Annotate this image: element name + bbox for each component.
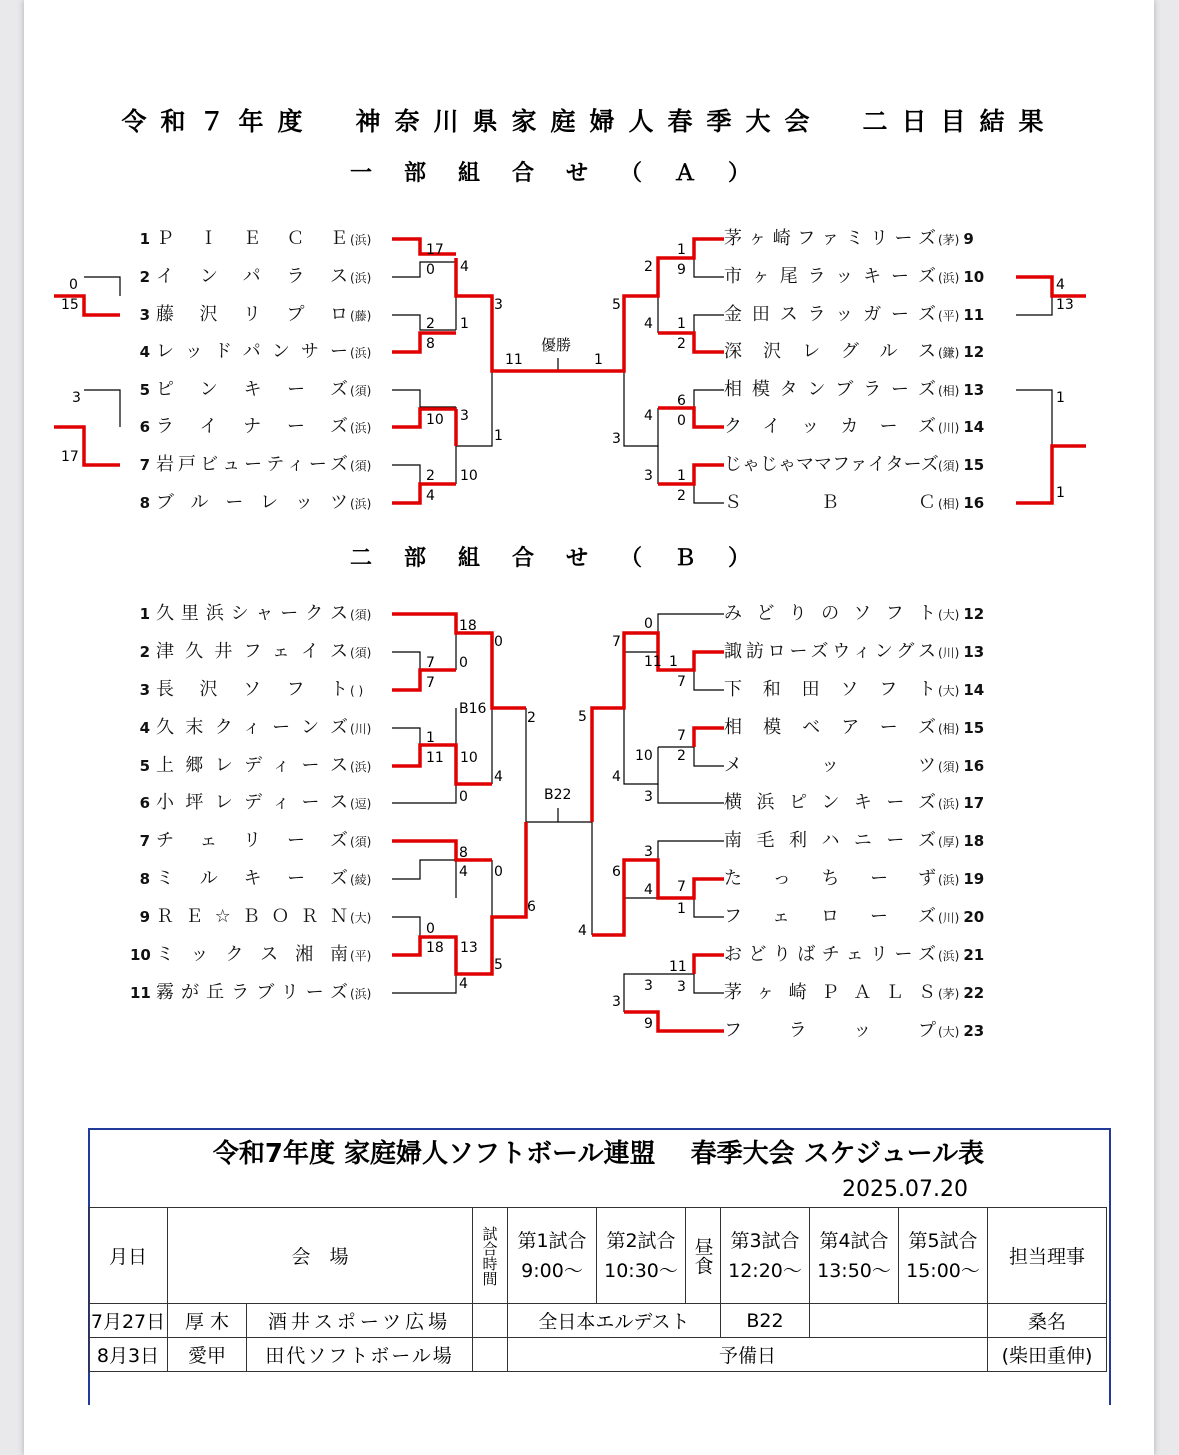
- header-lunch: 昼食: [686, 1208, 721, 1304]
- score-b-15: 13: [460, 940, 478, 956]
- team-a-l-4: [130, 341, 371, 363]
- team-number: 14: [963, 681, 985, 699]
- team-a-l-1: [130, 228, 371, 250]
- team-a-l-6: [130, 416, 371, 438]
- team-prefecture: (須): [350, 608, 372, 622]
- score-b-35: 1: [677, 901, 686, 917]
- score-a-3: 0: [426, 262, 435, 278]
- team-number: 8: [139, 494, 150, 512]
- team-b-r-18: [724, 830, 984, 852]
- team-number: 6: [139, 794, 150, 812]
- team-name: 下和田ソフト: [724, 679, 936, 700]
- team-b-r-22: [724, 982, 984, 1004]
- team-name: 久里浜シャークス: [156, 603, 348, 624]
- team-number: 9: [139, 908, 150, 926]
- team-prefecture: (相): [938, 384, 960, 398]
- team-name: 茅ヶ崎ファミリーズ: [724, 228, 936, 249]
- team-a-r-13: [724, 379, 984, 401]
- team-number: 21: [963, 946, 985, 964]
- team-prefecture: (浜): [938, 797, 960, 811]
- team-b-r-12: [724, 603, 984, 625]
- score-b-39: 9: [644, 1016, 653, 1032]
- score-b-6: 11: [426, 750, 444, 766]
- team-name: レッドパンサー: [156, 341, 348, 362]
- team-prefecture: (鎌): [938, 346, 960, 360]
- team-name: 相模タンブラーズ: [724, 379, 936, 400]
- score-b-11: 4: [459, 864, 468, 880]
- team-b-r-13: [724, 641, 984, 663]
- team-b-l-2: [130, 641, 371, 663]
- team-prefecture: (大): [938, 684, 960, 698]
- score-b-41: 4: [644, 882, 653, 898]
- team-number: 5: [139, 757, 150, 775]
- team-prefecture: ( ): [350, 684, 364, 698]
- team-a-r-15: [724, 454, 984, 476]
- team-name: 上郷レディース: [156, 755, 348, 776]
- score-b-4: 7: [426, 675, 435, 691]
- team-prefecture: (浜): [350, 497, 372, 511]
- team-number: 23: [963, 1022, 985, 1040]
- score-a-1: 15: [61, 297, 79, 313]
- row1-empty: [810, 1304, 988, 1338]
- score-b-3: 0: [459, 655, 468, 671]
- team-number: 3: [139, 306, 150, 324]
- score-b-14: 18: [426, 940, 444, 956]
- score-a-36: 1: [1056, 485, 1065, 501]
- score-a-7: 8: [426, 336, 435, 352]
- game5-time: 15:00～: [906, 1259, 980, 1282]
- team-name: 津久井フェイス: [156, 641, 348, 662]
- team-prefecture: (浜): [938, 949, 960, 963]
- section-b-title: 二部組合せ（Ｂ）: [350, 546, 783, 571]
- score-a-13: 3: [72, 390, 81, 406]
- team-name: ライナーズ: [156, 416, 348, 437]
- header-game1: [508, 1208, 597, 1304]
- team-prefecture: (茅): [938, 233, 960, 247]
- score-b-32: 4: [578, 923, 587, 939]
- team-name: みどりのソフト: [724, 603, 936, 624]
- row1-time: [473, 1304, 508, 1338]
- score-a-32: 3: [644, 468, 653, 484]
- team-name: 南毛利ハニーズ: [724, 830, 936, 851]
- score-b-30: 4: [612, 769, 621, 785]
- score-b-0: 18: [459, 618, 477, 634]
- team-name: じゃじゃママファイターズ: [724, 454, 939, 475]
- score-b-2: 7: [426, 655, 435, 671]
- team-a-l-8: [130, 492, 371, 514]
- score-b-33: 6: [612, 864, 621, 880]
- team-b-l-8: [130, 868, 371, 890]
- team-prefecture: (相): [938, 497, 960, 511]
- game1-time: 9:00～: [521, 1259, 583, 1282]
- team-number: 15: [963, 719, 985, 737]
- team-prefecture: (厚): [938, 835, 960, 849]
- team-number: 18: [963, 832, 985, 850]
- score-b-20: 0: [644, 616, 653, 632]
- team-prefecture: (大): [938, 1025, 960, 1039]
- score-b-5: 1: [426, 730, 435, 746]
- team-prefecture: (浜): [938, 271, 960, 285]
- score-b-27: 10: [635, 748, 653, 764]
- team-prefecture: (浜): [350, 233, 372, 247]
- score-a-21: 2: [644, 259, 653, 275]
- team-b-r-21: [724, 944, 984, 966]
- header-month-day: 月日: [89, 1208, 168, 1304]
- score-b-38: 3: [644, 978, 653, 994]
- team-prefecture: (須): [350, 459, 372, 473]
- score-a-33: 1: [677, 468, 686, 484]
- row1-venue: 酒井スポーツ広場: [247, 1304, 473, 1338]
- team-prefecture: (浜): [350, 421, 372, 435]
- team-number: 10: [130, 946, 151, 964]
- score-a-20: 9: [677, 262, 686, 278]
- team-number: 14: [963, 418, 985, 436]
- team-number: 13: [963, 643, 985, 661]
- team-number: 1: [139, 230, 150, 248]
- team-prefecture: (大): [350, 911, 372, 925]
- team-prefecture: (平): [938, 309, 960, 323]
- team-number: 2: [139, 643, 150, 661]
- score-b-28: 3: [644, 789, 653, 805]
- score-b-1: 0: [494, 634, 503, 650]
- team-a-r-16: [724, 492, 984, 514]
- team-a-r-14: [724, 416, 984, 438]
- team-b-l-6: [130, 792, 371, 814]
- team-prefecture: (浜): [350, 271, 372, 285]
- score-b-16: 4: [459, 976, 468, 992]
- team-name: ＲＥ☆ＢＯＲＮ: [156, 906, 348, 927]
- score-a-30: 4: [644, 408, 653, 424]
- team-number: 8: [139, 870, 150, 888]
- row2-time: [473, 1338, 508, 1372]
- score-a-29: 0: [677, 413, 686, 429]
- game4-time: 13:50～: [817, 1259, 891, 1282]
- team-name: 深沢レグルス: [724, 341, 936, 362]
- team-number: 5: [139, 381, 150, 399]
- team-a-r-9: [724, 228, 974, 250]
- team-name: ＰＩＥＣＥ: [156, 228, 348, 249]
- game2-label: 第2試合: [606, 1229, 676, 1252]
- team-prefecture: (浜): [350, 346, 372, 360]
- score-b-36: 11: [669, 959, 687, 975]
- header-game-time: 試合時間: [473, 1208, 508, 1304]
- team-name: 久末クィーンズ: [156, 717, 348, 738]
- team-prefecture: (大): [938, 608, 960, 622]
- team-name: 諏訪ローズウィングス: [724, 641, 936, 662]
- team-prefecture: (須): [938, 760, 960, 774]
- game4-label: 第4試合: [819, 1229, 889, 1252]
- team-prefecture: (浜): [938, 873, 960, 887]
- score-b-25: 7: [677, 728, 686, 744]
- team-number: 16: [963, 494, 985, 512]
- score-a-28: 6: [677, 393, 686, 409]
- team-prefecture: (浜): [350, 760, 372, 774]
- page-title: 令和７年度 神奈川県家庭婦人春季大会 二日目結果: [121, 107, 1058, 136]
- team-name: 長沢ソフト: [156, 679, 348, 700]
- team-number: 1: [139, 605, 150, 623]
- score-b-18: 2: [527, 710, 536, 726]
- game3-label: 第3試合: [730, 1229, 800, 1252]
- team-a-l-7: [130, 454, 371, 476]
- bracket-label-b16: B16: [459, 701, 487, 717]
- header-officer: 担当理事: [988, 1208, 1107, 1304]
- team-name: チェリーズ: [156, 830, 348, 851]
- score-a-31: 3: [612, 431, 621, 447]
- team-prefecture: (須): [938, 459, 960, 473]
- team-b-r-16: [724, 755, 984, 777]
- row1-city: 厚 木: [168, 1304, 247, 1338]
- score-b-10: 8: [459, 845, 468, 861]
- team-b-l-10: [130, 944, 371, 966]
- team-name: 茅ヶ崎ＰＡＬＳ: [724, 982, 936, 1003]
- score-b-19: 6: [527, 899, 536, 915]
- team-number: 13: [963, 381, 985, 399]
- game5-label: 第5試合: [908, 1229, 978, 1252]
- score-a-0: 0: [69, 277, 78, 293]
- schedule-table: [88, 1207, 1107, 1372]
- team-number: 12: [963, 605, 985, 623]
- schedule-date: 2025.07.20: [842, 1177, 968, 1202]
- score-b-17: 5: [494, 957, 503, 973]
- score-b-12: 0: [494, 864, 503, 880]
- team-name: 藤沢リプロ: [156, 304, 348, 325]
- team-b-r-14: [724, 679, 984, 701]
- team-prefecture: (浜): [350, 987, 372, 1001]
- score-a-25: 2: [677, 336, 686, 352]
- score-b-9: 4: [494, 769, 503, 785]
- team-name: 横浜ピンキーズ: [724, 792, 936, 813]
- team-number: 4: [139, 719, 150, 737]
- score-a-26: 4: [1056, 277, 1065, 293]
- team-prefecture: (川): [350, 722, 372, 736]
- score-b-29: 5: [578, 709, 587, 725]
- score-a-16: 4: [426, 488, 435, 504]
- team-name: ブルーレッツ: [156, 492, 348, 513]
- score-b-34: 7: [677, 879, 686, 895]
- team-prefecture: (綾): [350, 873, 372, 887]
- team-prefecture: (川): [938, 911, 960, 925]
- score-b-7: 10: [460, 750, 478, 766]
- score-a-12: 10: [426, 412, 444, 428]
- score-a-22: 5: [612, 297, 621, 313]
- team-prefecture: (須): [350, 384, 372, 398]
- schedule-row-2: [89, 1338, 1107, 1372]
- score-b-40: 3: [612, 994, 621, 1010]
- team-number: 16: [963, 757, 985, 775]
- row1-officer: 桑名: [988, 1304, 1107, 1338]
- team-b-l-11: [130, 982, 371, 1004]
- score-a-34: 2: [677, 488, 686, 504]
- team-a-l-2: [130, 266, 371, 288]
- header-game4: [810, 1208, 899, 1304]
- score-b-13: 0: [426, 921, 435, 937]
- header-game5: [899, 1208, 988, 1304]
- score-b-26: 2: [677, 748, 686, 764]
- team-number: 15: [963, 456, 985, 474]
- team-prefecture: (逗): [350, 797, 372, 811]
- team-name: フェローズ: [724, 906, 936, 927]
- score-a-11: 1: [494, 428, 503, 444]
- team-b-r-20: [724, 906, 984, 928]
- bracket-label-b22: B22: [544, 787, 572, 803]
- team-b-l-5: [130, 755, 371, 777]
- team-b-l-3: [130, 679, 363, 701]
- header-game3: [721, 1208, 810, 1304]
- score-a-6: 2: [426, 316, 435, 332]
- team-b-r-15: [724, 717, 984, 739]
- game1-label: 第1試合: [517, 1229, 587, 1252]
- team-number: 4: [139, 343, 150, 361]
- team-b-l-7: [130, 830, 371, 852]
- score-b-31: 3: [644, 844, 653, 860]
- team-name: 市ヶ尾ラッキーズ: [724, 266, 936, 287]
- team-number: 7: [139, 456, 150, 474]
- team-number: 7: [139, 832, 150, 850]
- team-a-r-12: [724, 341, 984, 363]
- team-b-l-4: [130, 717, 371, 739]
- team-name: 岩戸ビューティーズ: [156, 454, 348, 475]
- team-number: 11: [963, 306, 985, 324]
- team-number: 10: [963, 268, 985, 286]
- schedule-title: 令和7年度 家庭婦人ソフトボール連盟 春季大会 スケジュール表: [212, 1139, 985, 1169]
- team-prefecture: (相): [938, 722, 960, 736]
- score-a-8: 1: [460, 316, 469, 332]
- score-a-24: 1: [677, 316, 686, 332]
- row1-event1: 全日本エルデスト: [508, 1304, 721, 1338]
- team-b-r-17: [724, 792, 984, 814]
- team-number: 6: [139, 418, 150, 436]
- team-number: 11: [130, 984, 151, 1002]
- team-prefecture: (川): [938, 421, 960, 435]
- game3-time: 12:20～: [728, 1259, 802, 1282]
- team-number: 2: [139, 268, 150, 286]
- team-a-l-3: [130, 304, 371, 326]
- row1-event2: B22: [721, 1304, 810, 1338]
- team-name: インパラス: [156, 266, 348, 287]
- team-number: 22: [963, 984, 985, 1002]
- score-a-23: 4: [644, 316, 653, 332]
- score-a-14: 17: [61, 449, 79, 465]
- team-a-r-11: [724, 304, 984, 326]
- header-game2: [597, 1208, 686, 1304]
- team-b-l-9: [130, 906, 371, 928]
- team-prefecture: (藤): [350, 309, 372, 323]
- team-name: ミックス湘南: [156, 944, 348, 965]
- team-name: ピンキーズ: [156, 379, 348, 400]
- team-b-l-1: [130, 603, 371, 625]
- team-number: 17: [963, 794, 985, 812]
- score-b-23: 1: [669, 654, 678, 670]
- score-b-22: 11: [644, 654, 662, 670]
- score-b-8: 0: [459, 789, 468, 805]
- schedule-header-row: [89, 1208, 1107, 1304]
- team-prefecture: (茅): [938, 987, 960, 1001]
- team-number: 3: [139, 681, 150, 699]
- score-a-10: 3: [460, 408, 469, 424]
- score-a-17: 10: [460, 468, 478, 484]
- team-prefecture: (平): [350, 949, 372, 963]
- row2-date: 8月3日: [89, 1338, 168, 1372]
- row2-officer: (柴田重伸): [988, 1338, 1107, 1372]
- team-number: 12: [963, 343, 985, 361]
- team-prefecture: (須): [350, 646, 372, 660]
- score-a-2: 17: [426, 242, 444, 258]
- team-name: クイッカーズ: [724, 416, 936, 437]
- team-name: 小坪レディース: [156, 792, 348, 813]
- team-prefecture: (川): [938, 646, 960, 660]
- team-name: ミルキーズ: [156, 868, 348, 889]
- game2-time: 10:30～: [604, 1259, 678, 1282]
- team-name: 霧が丘ラブリーズ: [156, 982, 348, 1003]
- score-a-9: 11: [505, 352, 523, 368]
- team-number: 9: [963, 230, 974, 248]
- score-b-24: 7: [677, 674, 686, 690]
- score-b-21: 7: [612, 634, 621, 650]
- team-b-r-23: [724, 1020, 984, 1042]
- team-name: ＳＢＣ: [724, 492, 936, 513]
- team-a-r-10: [724, 266, 984, 288]
- team-a-l-5: [130, 379, 371, 401]
- section-a-title: 一部組合せ（Ａ）: [350, 161, 783, 186]
- score-a-19: 1: [677, 242, 686, 258]
- team-name: おどりばチェリーズ: [724, 944, 936, 965]
- team-name: メッツ: [724, 755, 936, 776]
- schedule-row-1: [89, 1304, 1107, 1338]
- header-venue: 会 場: [168, 1208, 473, 1304]
- score-a-5: 3: [494, 297, 503, 313]
- score-a-4: 4: [460, 259, 469, 275]
- team-name: 金田スラッガーズ: [724, 304, 936, 325]
- score-b-37: 3: [677, 979, 686, 995]
- team-name: 相模ベアーズ: [724, 717, 936, 738]
- row2-city: 愛甲: [168, 1338, 247, 1372]
- team-number: 20: [963, 908, 985, 926]
- row2-event1: 予備日: [508, 1338, 988, 1372]
- team-name: フラップ: [724, 1020, 936, 1041]
- team-prefecture: (須): [350, 835, 372, 849]
- score-a-27: 13: [1056, 297, 1074, 313]
- score-a-35: 1: [1056, 390, 1065, 406]
- row2-venue: 田代ソフトボール場: [247, 1338, 473, 1372]
- score-a-18: 1: [594, 352, 603, 368]
- row1-date: 7月27日: [89, 1304, 168, 1338]
- team-number: 19: [963, 870, 985, 888]
- team-name: たっちーず: [724, 868, 936, 889]
- final-label: 優勝: [541, 336, 572, 354]
- score-a-15: 2: [426, 468, 435, 484]
- team-b-r-19: [724, 868, 984, 890]
